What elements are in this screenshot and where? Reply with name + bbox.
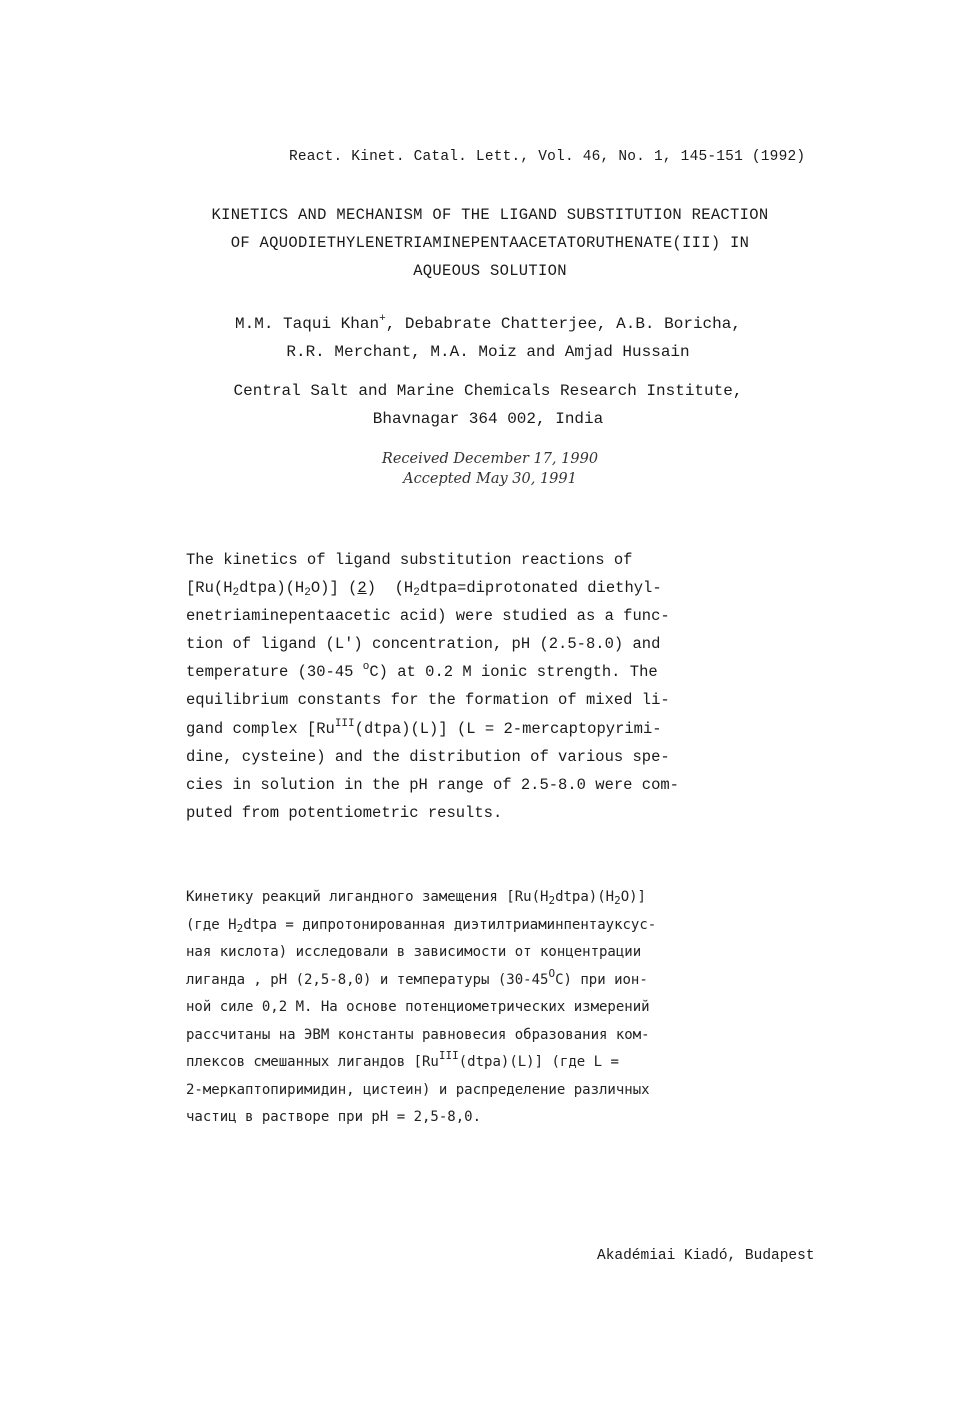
text-run: (dtpa)(L)] (где L = [458, 1054, 619, 1070]
text-run: O)] ( [310, 579, 358, 598]
abstract-ru-line [186, 1049, 656, 1077]
abstract-en-line: enetriaminepentaacetic acid) were studied as a func- [186, 607, 670, 626]
abstract-en-line [186, 574, 679, 602]
abstract-ru-line [186, 884, 656, 912]
subscript: 2 [236, 921, 244, 935]
author-rest: , Debabrate Chatterjee, A.B. Boricha, [385, 315, 741, 333]
degree-mark: O [548, 966, 556, 980]
text-run: (dtpa)(L)] (L = 2-mercaptopyrimi- [354, 719, 662, 738]
abstract-en-line: The kinetics of ligand substitution reactions of [186, 551, 633, 569]
text-run: (где H [186, 916, 237, 933]
title-line-3: AQUEOUS SOLUTION [413, 262, 567, 280]
author-line-1 [120, 310, 856, 338]
abstract-en-line: puted from potentiometric results. [186, 803, 503, 822]
corresponding-author-mark: + [379, 313, 386, 325]
publisher-line: Akadémiai Kiadó, Budapest [597, 1248, 815, 1264]
text-run: ) (H [366, 579, 414, 598]
author-line-2: R.R. Merchant, M.A. Moiz and Amjad Hussain [286, 343, 690, 361]
abstract-en-line [186, 658, 679, 686]
abstract-ru-line: ной силе 0,2 М. На основе потенциометрических измерений [186, 999, 650, 1015]
degree-mark: o [362, 661, 370, 674]
subscript: 2 [548, 894, 556, 907]
author-first: M.M. Taqui Khan [235, 315, 380, 333]
text-run: плексов смешанных лигандов [Ru [186, 1054, 439, 1070]
abstract-en-line: tion of ligand (L') concentration, pH (2.5-8.0) and [186, 635, 661, 654]
oxidation-state: III [334, 717, 355, 730]
text-run: C) при ион- [555, 971, 648, 988]
text-run: dtpa)(H [239, 579, 305, 598]
oxidation-state: III [438, 1049, 459, 1062]
author-list [120, 310, 856, 366]
title-line-1: KINETICS AND MECHANISM OF THE LIGAND SUBSTITUTION REACTION [211, 206, 769, 224]
abstract-en-line: equilibrium constants for the formation of mixed li- [186, 691, 670, 710]
submission-dates [140, 449, 840, 489]
text-run: Кинетику реакций лигандного замещения [Ru(H [186, 889, 549, 905]
subscript: 2 [304, 587, 311, 600]
text-run: dtpa=diprotonated diethyl- [419, 579, 662, 598]
affiliation [120, 377, 856, 433]
abstract-ru-line: ная кислота) исследовали в зависимости от концентрации [186, 944, 642, 960]
affiliation-line-2: Bhavnagar 364 002, India [372, 410, 604, 428]
abstract-ru-line: частиц в растворе при pH = 2,5-8,0. [186, 1109, 482, 1125]
text-run: [Ru(H [186, 579, 233, 598]
text-run: dtpa)(H [555, 889, 615, 905]
text-run: temperature (30-45 [186, 663, 363, 682]
subscript: 2 [413, 587, 420, 600]
article-title [140, 201, 840, 285]
accepted-date: Accepted May 30, 1991 [403, 471, 577, 487]
abstract-en-line [186, 715, 679, 743]
text-run: gand complex [Ru [186, 719, 335, 738]
affiliation-line-1: Central Salt and Marine Chemicals Research Institute, [233, 382, 743, 400]
abstract-ru-line: 2-меркаптопиримидин, цистеин) и распределение различных [186, 1081, 650, 1098]
subscript: 2 [614, 894, 621, 907]
abstract-ru-line [186, 912, 656, 940]
compound-number: 2 [357, 579, 367, 598]
abstract-russian [186, 884, 656, 1132]
text-run: dtpa = дипротонированная диэтилтриаминпентауксус- [243, 916, 657, 933]
text-run: C) at 0.2 M ionic strength. The [369, 663, 658, 682]
received-date: Received December 17, 1990 [381, 451, 599, 467]
subscript: 2 [232, 587, 240, 600]
title-line-2: OF AQUODIETHYLENETRIAMINEPENTAACETATORUTHENATE(III) IN [230, 234, 750, 252]
text-run: O)] [620, 889, 646, 905]
journal-citation: React. Kinet. Catal. Lett., Vol. 46, No. 1, 145-151 (1992) [289, 149, 806, 165]
abstract-english [186, 546, 679, 827]
text-run: лиганда , pH (2,5-8,0) и температуры (30-45 [186, 971, 549, 988]
abstract-en-line: cies in solution in the pH range of 2.5-8.0 were com- [186, 775, 679, 794]
abstract-ru-line: рассчитаны на ЭВМ константы равновесия образования ком- [186, 1026, 650, 1043]
abstract-ru-line [186, 967, 656, 995]
abstract-en-line: dine, cysteine) and the distribution of various spe- [186, 747, 670, 766]
